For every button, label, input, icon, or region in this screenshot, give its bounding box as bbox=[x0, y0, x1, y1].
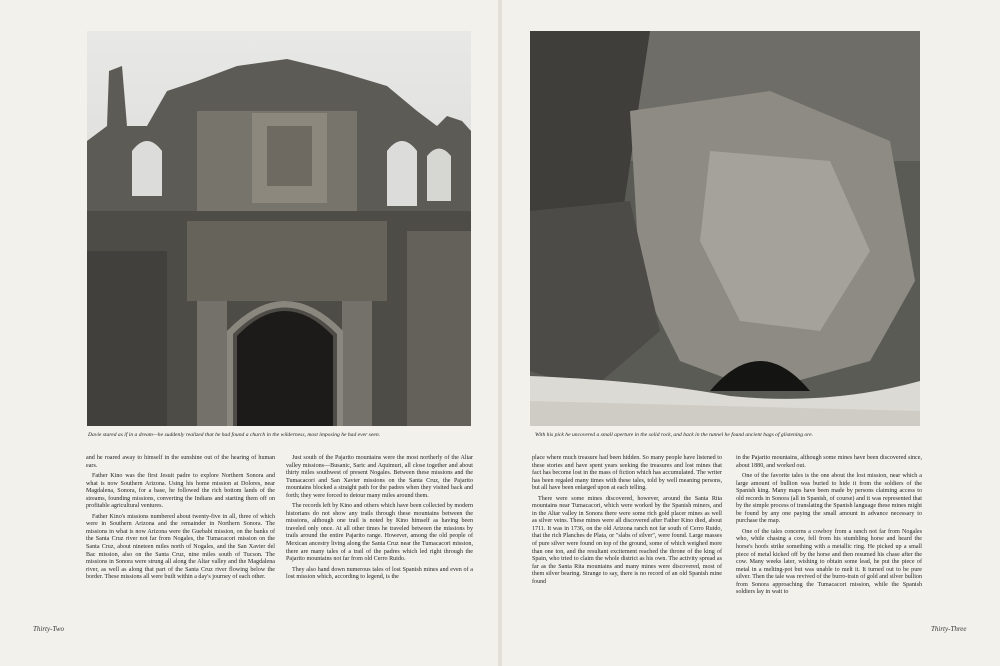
left-page bbox=[0, 0, 498, 666]
text-column-4 bbox=[736, 455, 922, 600]
text-column-1 bbox=[86, 455, 275, 585]
paragraph: Father Kino's missions numbered about twenty-five in all, three of which were in Southern Arizona and the remainder in Northern Sonora. The missions in what is now Arizona were the Guebabi mission, on the banks of the Santa Cruz river not far from Nogales, the Tumacacori mission on the Santa Cruz, about nineteen miles north of Nogales, and the San Xavier del Bac mission, also on the Santa Cruz, nine miles south of Tucson. The missions in Sonora were strung all along the Altar valley and the Magdalena river, as well as along that part of the Santa Cruz river flowing below the border. These missions all were built within a day's journey of each other. bbox=[86, 513, 275, 581]
page-number: Thirty-Three bbox=[931, 625, 967, 633]
text-column-2 bbox=[286, 455, 473, 585]
paragraph: They also hand down numerous tales of lost Spanish mines and even of a lost mission which, according to legend, is the bbox=[286, 566, 473, 581]
paragraph: One of the tales concerns a cowboy from a ranch not far from Nogales who, while chasing a cow, fell from his stumbling horse and heard the horse's hoofs strike something with a metallic ring. He picked up a small piece of metal kicked off by the horse and then resumed his chase after the cow. Many weeks later, wishing to obtain some lead, he put the piece of metal in a melting-pot but was unable to melt it. It turned out to be pure silver. Then the tale was revived of the burro-train of gold and silver bullion from Sonora approaching the Tumacacori mission, while the Spanish soldiers lay in wait to bbox=[736, 528, 922, 596]
paragraph: The records left by Kino and others which have been collected by modern historians do not show any trails through these mountains between the missions, although one trail is noted by Kino himself as having been traveled only once. At all other times he traveled between the missions by trails around the entire Pajarito range. However, among the old people of Mexican ancestry living along the Santa Cruz near the Tumacacori mission, there are many tales of a trail of the padres which led right through the Pajarito mountains not far from old Cerro Ruido. bbox=[286, 503, 473, 563]
rock-aperture-photo bbox=[530, 31, 920, 426]
paragraph: and he roared away to himself in the sunshine out of the hearing of human ears. bbox=[86, 455, 275, 469]
mission-ruins-photo bbox=[87, 31, 471, 426]
rock-cave-image bbox=[530, 31, 920, 426]
mission-facade-image bbox=[87, 31, 471, 426]
photo-caption: Davie stared as if in a dream—he suddenly realized that he had found a church in the wilderness, most imposing he had ever seen. bbox=[88, 432, 381, 438]
page-number: Thirty-Two bbox=[33, 625, 64, 633]
right-page bbox=[502, 0, 1000, 666]
paragraph: Father Kino was the first Jesuit padre to explore Northern Sonora and what is now Southern Arizona. Using his home mission at Dolores, near Magdalena, Sonora, for a base, he followed the rich bottom lands of the streams, founding missions, converting the Indians and starting them off on profitable agricultural ventures. bbox=[86, 473, 275, 510]
paragraph: Just south of the Pajarito mountains were the most northerly of the Altar valley missions—Busanic, Saric and Aquimuri, all close together and about thirty miles southwest of present Nogales. Between these missions and the Tumacacori and San Xavier missions on the Santa Cruz, the Pajarito mountains blocked a straight path for the padres when they visited back and forth; they were forced to detour many miles around them. bbox=[286, 455, 473, 499]
paragraph: place where much treasure had been hidden. So many people have listened to these stories and have spent years seeking the treasures and lost mines that fact has become lost in the mass of fiction which has accumulated. The writer has been regaled many times with these tales, told by well meaning persons, but all have been enlarged upon at each telling. bbox=[532, 455, 722, 492]
text-column-3 bbox=[532, 455, 722, 589]
photo-caption: With his pick he uncovered a small aperture in the solid rock, and back in the tunnel he found ancient bags of glistening ore. bbox=[535, 432, 814, 438]
paragraph: There were some mines discovered, however, around the Santa Rita mountains near Tumacacori, which were worked by the Spanish miners, and in the Altar valley in Sonora there were some rich gold placer mines as well as silver veins. These mines were all discovered after Father Kino died, about 1711. It was in 1736, on the old Arizona ranch not far south of Cerro Ruido, that the rich Planches de Plata, or "slabs of silver", were found. Large masses of pure silver were found on top of the ground, some of which weighed more than one ton, and the resultant excitement reached the throne of the king of Spain, who tried to claim the whole district as his own. The activity spread as far as the Santa Rita mountains and many mines were discovered, most of them silver bearing. Strange to say, there is no record of an old Spanish mine found bbox=[532, 495, 722, 585]
paragraph: in the Pajarito mountains, although some mines have been discovered since, about 1880, and worked out. bbox=[736, 455, 922, 469]
paragraph: One of the favorite tales is the one about the lost mission, near which a large amount of bullion was buried to hide it from the soldiers of the Spanish king. Many maps have been made by persons claiming access to old records in Sonora (all in Spanish, of course) and it was represented that by the simple process of translating the Spanish language these mines might be found by any one paying the small amount in advance necessary to purchase the map. bbox=[736, 473, 922, 525]
